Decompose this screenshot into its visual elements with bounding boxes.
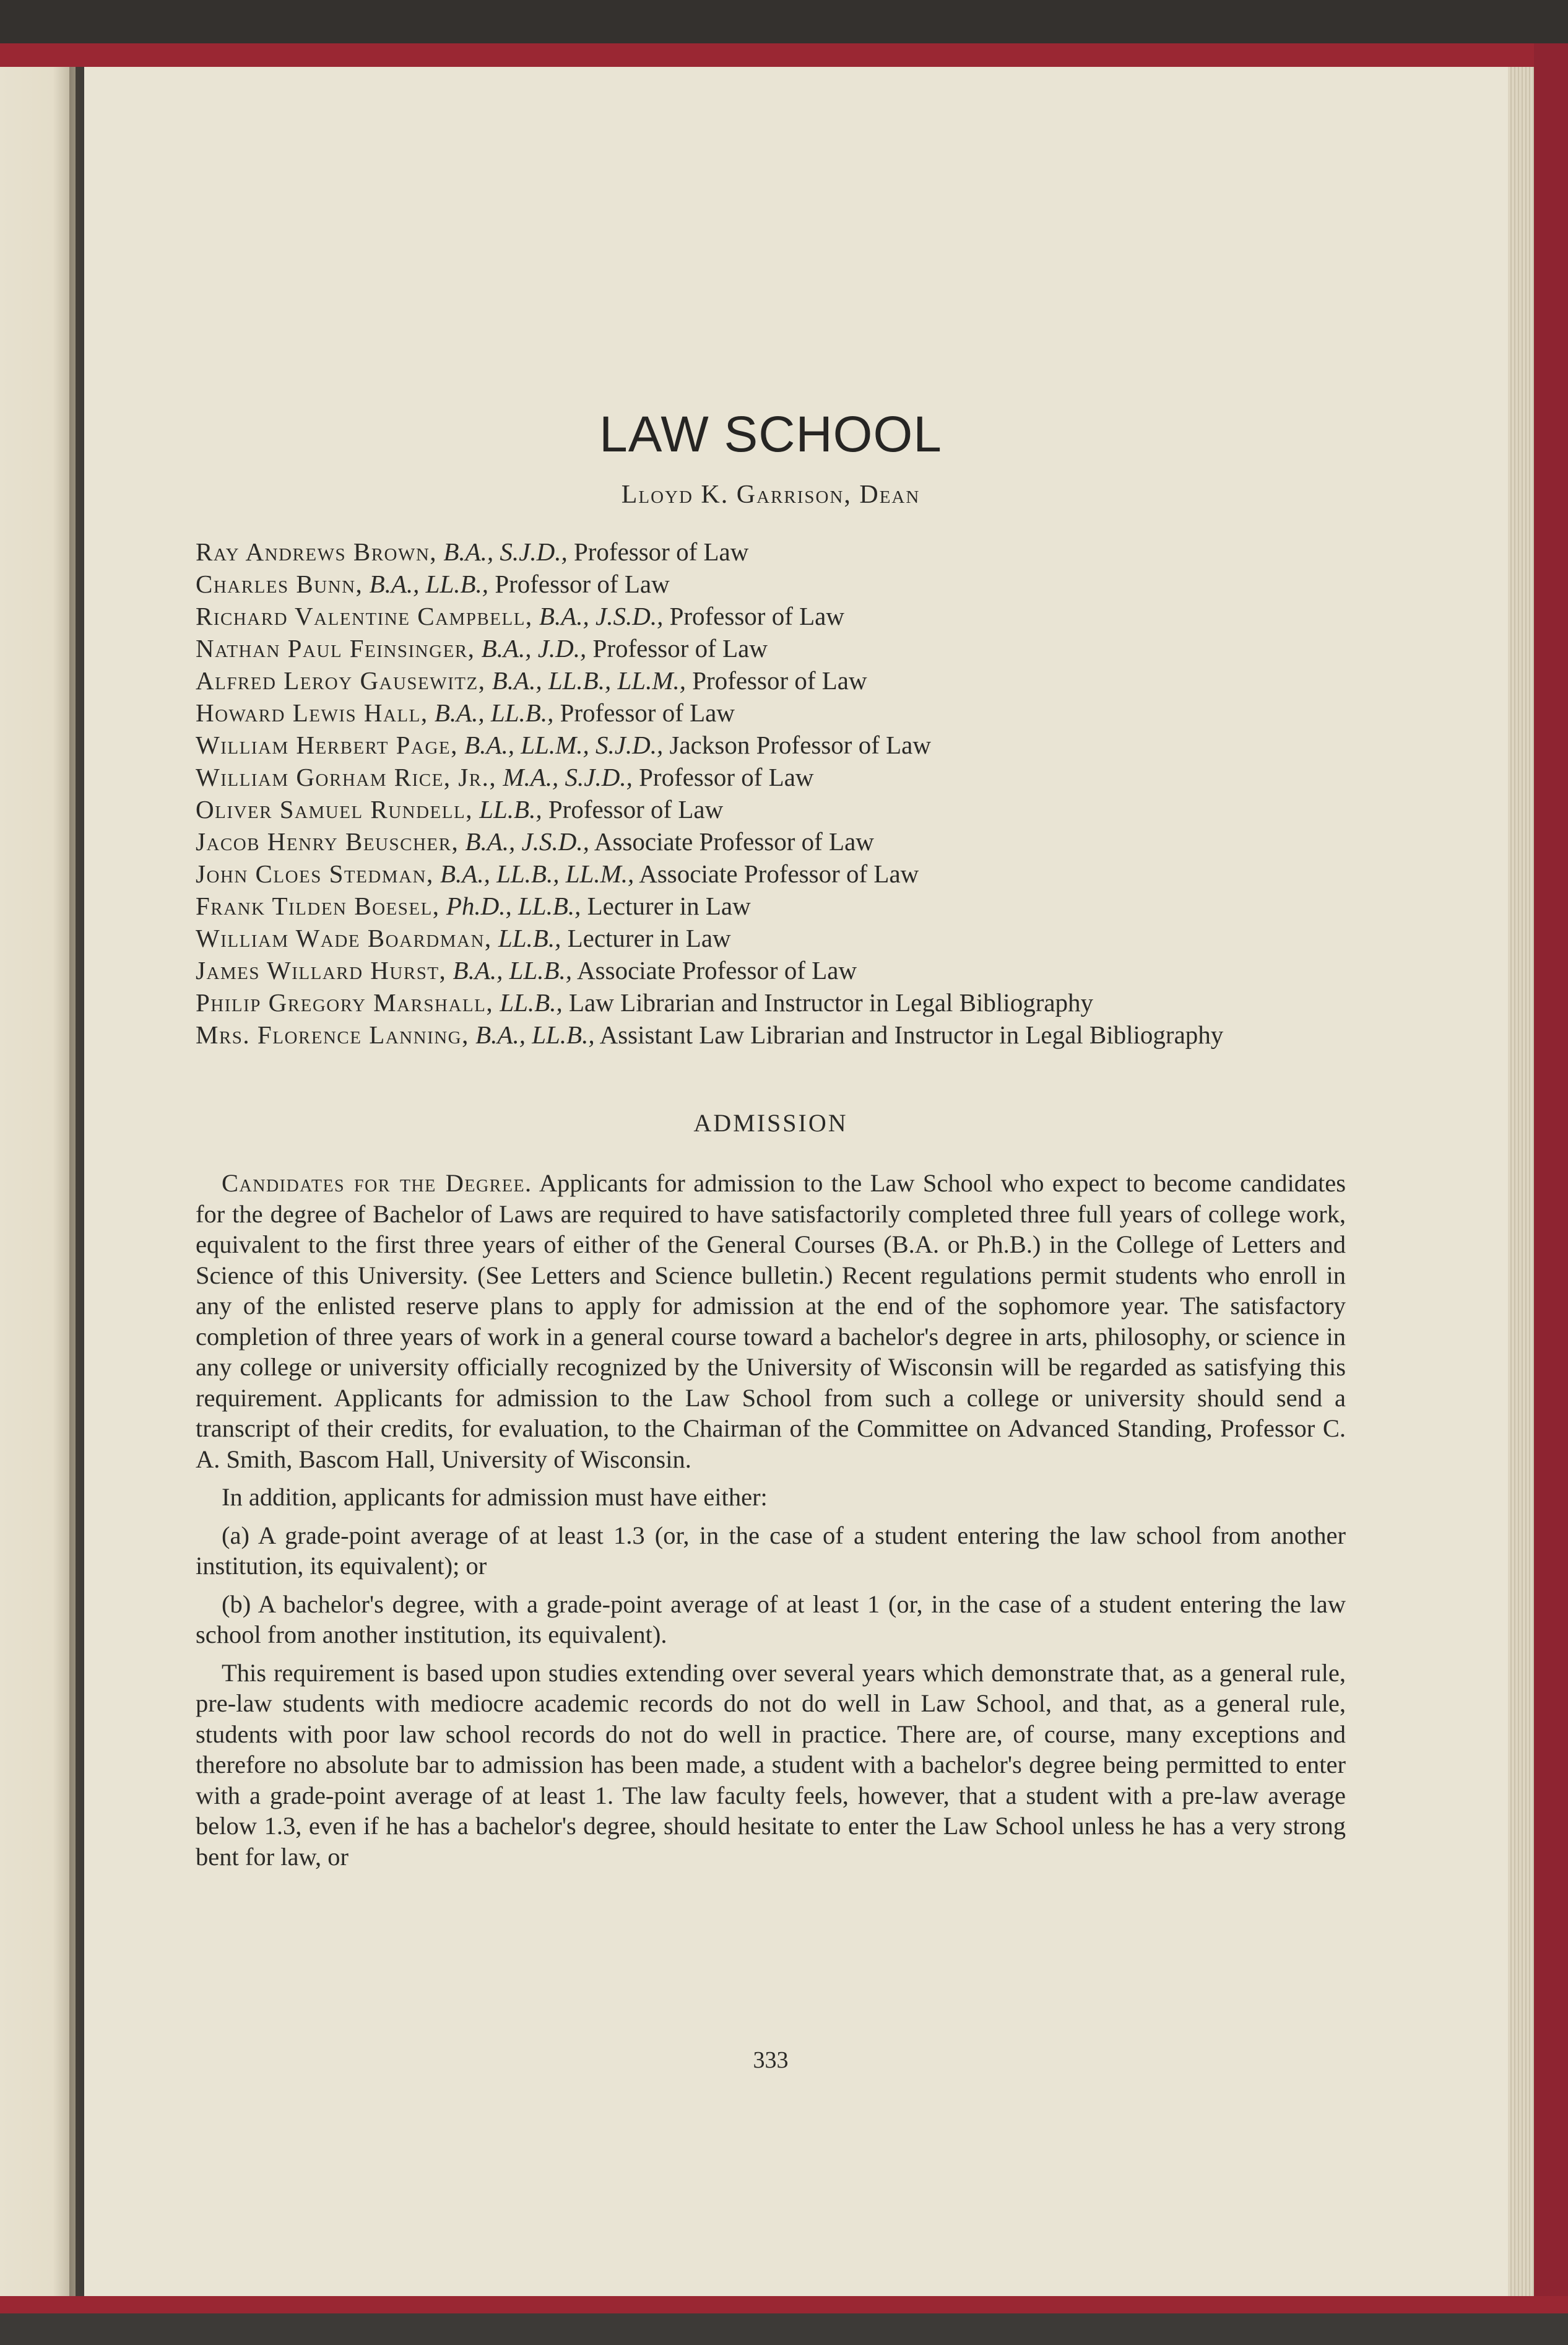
faculty-entry	[196, 761, 1346, 793]
faculty-title: Lecturer in Law	[567, 924, 731, 952]
faculty-name: Oliver Samuel Rundell,	[196, 795, 473, 824]
faculty-entry	[196, 632, 1346, 664]
faculty-name: Alfred Leroy Gausewitz,	[196, 666, 486, 695]
faculty-title: Assistant Law Librarian and Instructor in Legal Bibliography	[599, 1020, 1224, 1049]
faculty-entry	[196, 922, 1346, 954]
book-cover-bottom-edge	[0, 2296, 1568, 2313]
faculty-degrees: LL.B.,	[498, 924, 561, 952]
paragraph-text: Applicants for admission to the Law School who expect to become candidates for the degree of Bachelor of Laws are required to have satisfactorily completed three full years of college work, equivalent to the first three years of either of the General Courses (B.A. or Ph.B.) in the College of Letters and Science of this University. (See Letters and Science bulletin.) Recent regulations permit students who enroll in any of the enlisted reserve plans to apply for admission at the end of the sophomore year. The satisfactory completion of three years of work in a general course toward a bachelor's degree in arts, philosophy, or science in any college or university officially recognized by the University of Wisconsin will be regarded as satisfying this requirement. Applicants for admission to the Law School from such a college or university should send a transcript of their credits, for evaluation, to the Chairman of the Committee on Advanced Standing, Professor C. A. Smith, Bascom Hall, University of Wisconsin.	[196, 1169, 1346, 1473]
faculty-name: Frank Tilden Boesel,	[196, 892, 440, 920]
faculty-title: Associate Professor of Law	[577, 956, 857, 985]
faculty-entry	[196, 1019, 1346, 1051]
faculty-name: John Cloes Stedman,	[196, 859, 434, 888]
faculty-title: Professor of Law	[692, 666, 867, 695]
faculty-entry	[196, 890, 1346, 922]
faculty-title: Jackson Professor of Law	[669, 731, 931, 759]
faculty-title: Professor of Law	[495, 570, 670, 598]
top-shadow	[0, 0, 1568, 50]
faculty-degrees: B.A., LL.B.,	[434, 698, 554, 727]
faculty-name: Charles Bunn,	[196, 570, 363, 598]
faculty-degrees: B.A., S.J.D.,	[443, 537, 568, 566]
page-edges	[1508, 67, 1534, 2296]
book-cover-right-edge	[1534, 43, 1568, 2313]
faculty-degrees: B.A., LL.M., S.J.D.,	[464, 731, 664, 759]
faculty-title: Professor of Law	[592, 634, 768, 663]
faculty-entry	[196, 729, 1346, 761]
faculty-degrees: B.A., LL.B., LL.M.,	[440, 859, 635, 888]
faculty-degrees: B.A., J.D.,	[481, 634, 587, 663]
faculty-name: William Wade Boardman,	[196, 924, 492, 952]
page-number: 333	[753, 2047, 789, 2073]
faculty-degrees: B.A., J.S.D.,	[539, 602, 664, 630]
faculty-title: Lecturer in Law	[587, 892, 751, 920]
faculty-name: William Herbert Page,	[196, 731, 458, 759]
faculty-entry	[196, 986, 1346, 1019]
faculty-degrees: Ph.D., LL.B.,	[446, 892, 581, 920]
dean-line: Lloyd K. Garrison, Dean	[621, 481, 920, 509]
admission-body	[196, 1168, 1346, 1879]
faculty-title: Professor of Law	[548, 795, 724, 824]
faculty-entry	[196, 954, 1346, 986]
faculty-entry	[196, 858, 1346, 890]
faculty-degrees: B.A., LL.B., LL.M.,	[492, 666, 686, 695]
faculty-title: Law Librarian and Instructor in Legal Bibliography	[568, 988, 1094, 1017]
faculty-title: Associate Professor of Law	[639, 859, 919, 888]
faculty-entry	[196, 825, 1346, 858]
faculty-title: Professor of Law	[573, 537, 749, 566]
paragraph: (a) A grade-point average of at least 1.3 (or, in the case of a student entering the law school from another institution, its equivalent); or	[196, 1521, 1346, 1580]
faculty-entry	[196, 568, 1346, 600]
faculty-entry	[196, 536, 1346, 568]
faculty-title: Professor of Law	[639, 763, 814, 791]
paragraph: (b) A bachelor's degree, with a grade-point average of at least 1 (or, in the case of a student entering the law school from another institution, its equivalent).	[196, 1590, 1346, 1648]
faculty-name: Richard Valentine Campbell,	[196, 602, 533, 630]
faculty-name: Ray Andrews Brown,	[196, 537, 438, 566]
paragraph-lead: Candidates for the Degree.	[222, 1169, 532, 1197]
facing-page	[0, 67, 76, 2296]
faculty-name: Nathan Paul Feinsinger,	[196, 634, 475, 663]
faculty-degrees: M.A., S.J.D.,	[503, 763, 633, 791]
faculty-name: Mrs. Florence Lanning,	[196, 1020, 469, 1049]
faculty-degrees: B.A., LL.B.,	[453, 956, 573, 985]
faculty-degrees: B.A., J.S.D.,	[465, 827, 589, 856]
faculty-degrees: LL.B.,	[479, 795, 542, 824]
faculty-title: Professor of Law	[560, 698, 735, 727]
faculty-entry	[196, 697, 1346, 729]
book-cover-top-edge	[0, 43, 1568, 67]
admission-heading: ADMISSION	[693, 1109, 848, 1137]
faculty-name: Jacob Henry Beuscher,	[196, 827, 459, 856]
faculty-degrees: B.A., LL.B.,	[369, 570, 489, 598]
faculty-name: Howard Lewis Hall,	[196, 698, 428, 727]
faculty-name: James Willard Hurst,	[196, 956, 447, 985]
faculty-name: Philip Gregory Marshall,	[196, 988, 494, 1017]
faculty-degrees: B.A., LL.B.,	[475, 1020, 595, 1049]
faculty-entry	[196, 664, 1346, 697]
paragraph: This requirement is based upon studies extending over several years which demonstrate that, as a general rule, pre-law students with mediocre academic records do not do well in Law School, and that, as a general rule, students with poor law school records do not do well in practice. There are, of course, many exceptions and therefore no absolute bar to admission has been made, a student with a bachelor's degree being permitted to enter with a grade-point average of at least 1. The law faculty feels, however, that a student with a pre-law average below 1.3, even if he has a bachelor's degree, should hesitate to enter the Law School unless he has a very strong bent for law, or	[196, 1658, 1346, 1871]
page-title: LAW SCHOOL	[599, 406, 942, 463]
faculty-title: Professor of Law	[669, 602, 844, 630]
faculty-title: Associate Professor of Law	[594, 827, 874, 856]
paragraph	[196, 1168, 1346, 1474]
faculty-entry	[196, 600, 1346, 632]
faculty-name: William Gorham Rice, Jr.,	[196, 763, 497, 791]
faculty-degrees: LL.B.,	[500, 988, 563, 1017]
paragraph: In addition, applicants for admission must have either:	[222, 1483, 768, 1511]
faculty-list	[196, 536, 1346, 1051]
faculty-entry	[196, 793, 1346, 825]
